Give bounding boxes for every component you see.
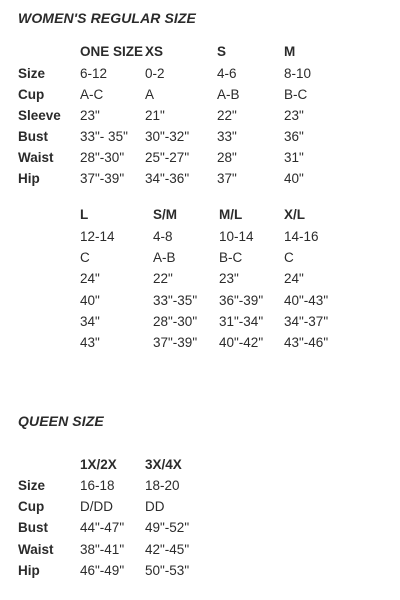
column-header: ONE SIZE: [80, 44, 144, 59]
table-cell: 28"-30": [80, 150, 125, 165]
table-row: [0, 540, 400, 560]
table-cell: B-C: [219, 250, 243, 265]
table-cell: DD: [145, 499, 165, 514]
table-row: [0, 518, 400, 538]
table-cell: 4-6: [217, 66, 237, 81]
queen-header: [0, 455, 400, 475]
row-label: Size: [18, 478, 46, 493]
table-cell: 0-2: [145, 66, 165, 81]
column-header: 1X/2X: [80, 457, 117, 472]
womens-block1-header: [0, 42, 400, 62]
row-label: Cup: [18, 87, 45, 102]
table-cell: 42"-45": [145, 542, 190, 557]
table-cell: 36": [284, 129, 304, 144]
womens-section-title: WOMEN'S REGULAR SIZE: [18, 10, 196, 26]
table-cell: 40"-43": [284, 293, 329, 308]
column-header: X/L: [284, 207, 306, 222]
row-label: Waist: [18, 150, 54, 165]
table-cell: 34"-37": [284, 314, 329, 329]
table-cell: 4-8: [153, 229, 173, 244]
row-label: Hip: [18, 563, 40, 578]
table-cell: 24": [284, 271, 304, 286]
womens-block2-header: [0, 205, 400, 225]
table-row: [0, 561, 400, 581]
table-cell: 31"-34": [219, 314, 264, 329]
table-row: [0, 64, 400, 84]
table-cell: 14-16: [284, 229, 319, 244]
table-row: [0, 169, 400, 189]
table-row: [0, 291, 400, 311]
row-label: Hip: [18, 171, 40, 186]
table-cell: 43"-46": [284, 335, 329, 350]
table-row: [0, 497, 400, 517]
table-row: [0, 312, 400, 332]
table-cell: 34": [80, 314, 100, 329]
table-cell: 31": [284, 150, 304, 165]
table-cell: 37"-39": [153, 335, 198, 350]
table-cell: 23": [219, 271, 239, 286]
column-header: L: [80, 207, 89, 222]
table-row: [0, 333, 400, 353]
table-cell: 33": [217, 129, 237, 144]
table-cell: 40": [284, 171, 304, 186]
table-cell: 33"-35": [153, 293, 198, 308]
table-cell: 43": [80, 335, 100, 350]
queen-section-title: QUEEN SIZE: [18, 413, 104, 429]
table-cell: 40"-42": [219, 335, 264, 350]
table-cell: 37": [217, 171, 237, 186]
table-cell: 28"-30": [153, 314, 198, 329]
table-cell: 22": [217, 108, 237, 123]
table-cell: A-B: [153, 250, 176, 265]
row-label: Size: [18, 66, 46, 81]
table-row: [0, 85, 400, 105]
row-label: Cup: [18, 499, 45, 514]
table-row: [0, 227, 400, 247]
table-cell: C: [80, 250, 90, 265]
table-cell: 36"-39": [219, 293, 264, 308]
table-cell: 8-10: [284, 66, 312, 81]
table-cell: 10-14: [219, 229, 254, 244]
row-label: Sleeve: [18, 108, 61, 123]
table-cell: B-C: [284, 87, 308, 102]
column-header: S/M: [153, 207, 178, 222]
table-cell: C: [284, 250, 294, 265]
table-cell: 6-12: [80, 66, 108, 81]
table-row: [0, 106, 400, 126]
table-row: [0, 476, 400, 496]
table-cell: 34"-36": [145, 171, 190, 186]
column-header: 3X/4X: [145, 457, 182, 472]
column-header: S: [217, 44, 227, 59]
table-cell: 46"-49": [80, 563, 125, 578]
table-cell: 30"-32": [145, 129, 190, 144]
row-label: Waist: [18, 542, 54, 557]
table-cell: 49"-52": [145, 520, 190, 535]
table-cell: A-C: [80, 87, 104, 102]
table-cell: 24": [80, 271, 100, 286]
table-cell: 38"-41": [80, 542, 125, 557]
table-cell: 25"-27": [145, 150, 190, 165]
table-cell: 23": [80, 108, 100, 123]
table-cell: 37"-39": [80, 171, 125, 186]
table-cell: 40": [80, 293, 100, 308]
row-label: Bust: [18, 520, 48, 535]
column-header: M: [284, 44, 296, 59]
table-cell: D/DD: [80, 499, 113, 514]
table-cell: A-B: [217, 87, 240, 102]
table-row: [0, 127, 400, 147]
table-cell: 44"-47": [80, 520, 125, 535]
table-cell: 50"-53": [145, 563, 190, 578]
table-row: [0, 148, 400, 168]
table-cell: 21": [145, 108, 165, 123]
column-header: XS: [145, 44, 164, 59]
table-cell: 12-14: [80, 229, 115, 244]
table-cell: 23": [284, 108, 304, 123]
column-header: M/L: [219, 207, 243, 222]
row-label: Bust: [18, 129, 48, 144]
table-cell: 28": [217, 150, 237, 165]
table-cell: 16-18: [80, 478, 115, 493]
table-cell: 22": [153, 271, 173, 286]
table-cell: 18-20: [145, 478, 180, 493]
table-row: [0, 269, 400, 289]
table-cell: A: [145, 87, 155, 102]
table-row: [0, 248, 400, 268]
table-cell: 33"- 35": [80, 129, 128, 144]
